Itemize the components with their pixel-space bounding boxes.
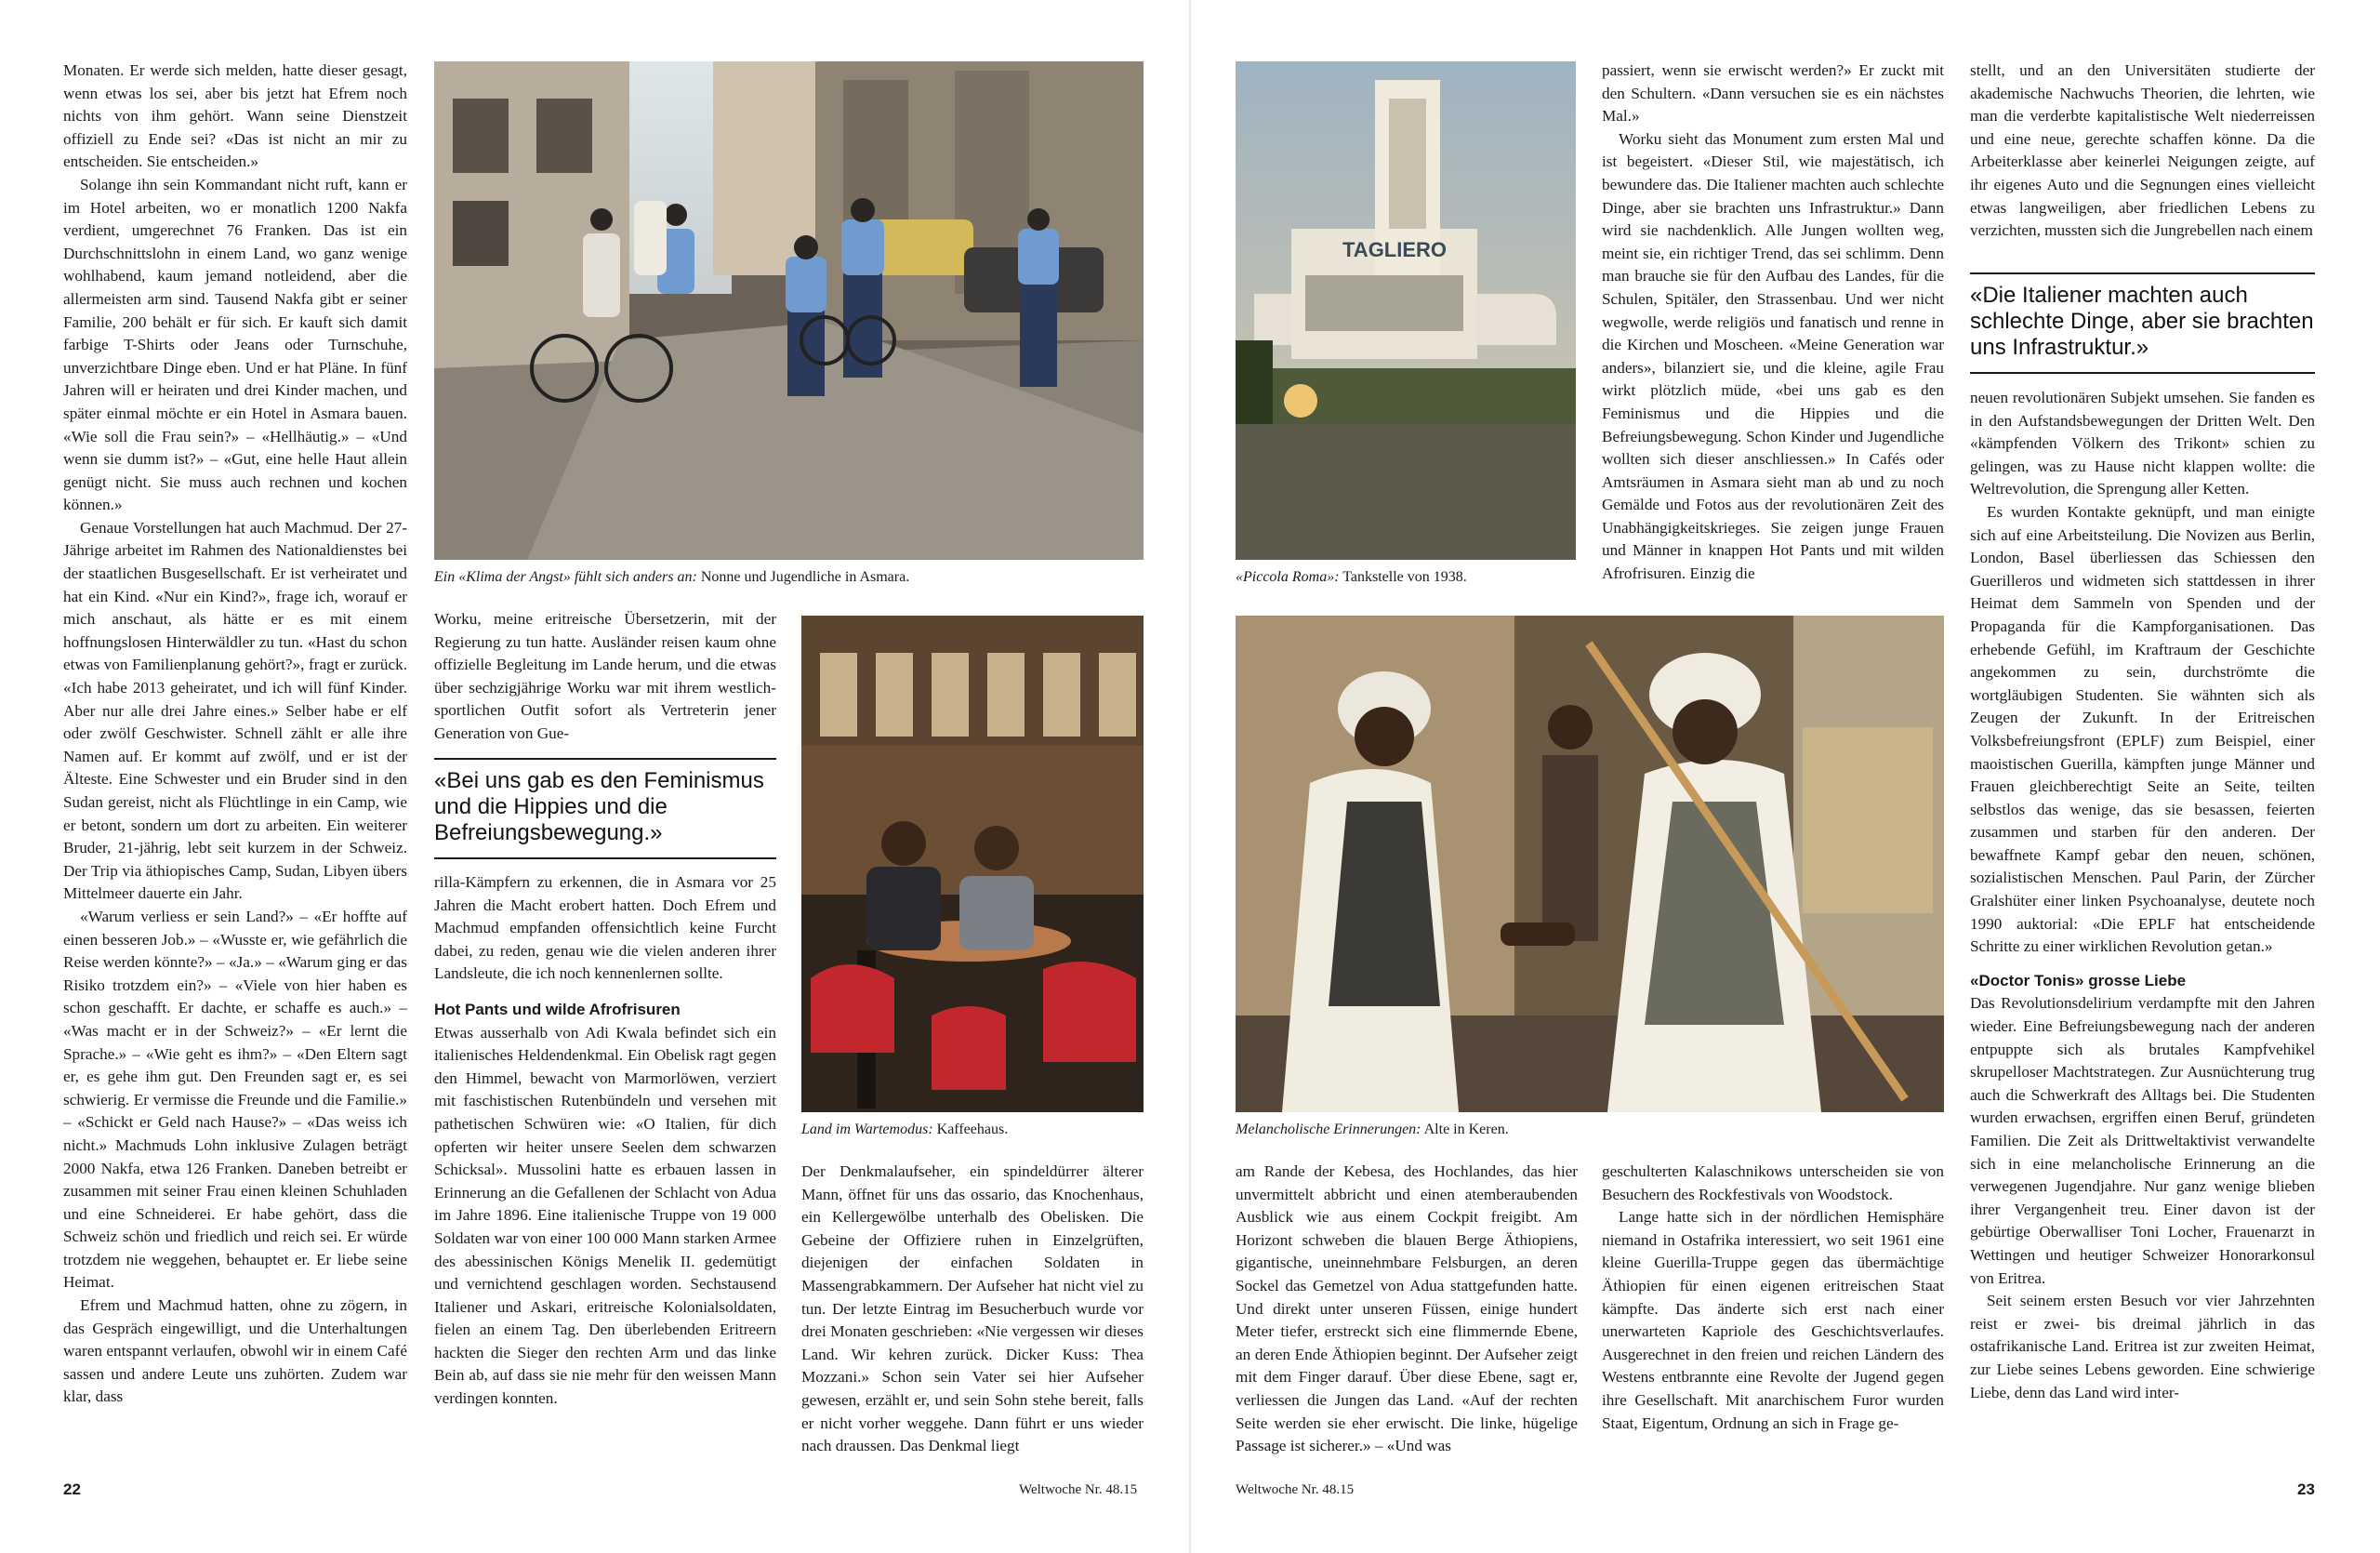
caption-lead: Melancholische Erinnerungen: (1236, 1122, 1421, 1137)
left-col-1 (63, 60, 407, 1409)
photo-tagliero-caption (1236, 568, 1576, 587)
pullquote: «Bei uns gab es den Feminismus und die Hippies und die Befreiungsbewegung.» (434, 768, 764, 845)
photo-asmara-caption (434, 568, 1144, 587)
paragraph: Lange hatte sich in der nördlichen Hemisphäre niemand in Ostafrika interessiert, wo seit 1961 eine kleine Guerilla-Truppe gegen das übermächtige Äthiopien für einen eigenen eritreischen Staat kämpfte. Das änderte sich erst nach einer unerwarteten Kapriole des Geschichtsverlaufes. Ausgerechnet in den freien und reichen Ländern des Westens entbrannte eine Revolte der Jugend gegen ihre Gesellschaft. Mit anarchischem Furor wurden Staat, Eigentum, Ordnung an sich in Frage ge- (1602, 1208, 1944, 1432)
paragraph: «Warum verliess er sein Land?» – «Er hoffte auf einen besseren Job.» – «Wusste er, wie gefährlich die Reise werden könnte?» – «Ja.» – «Warum ging er das Risiko trotzdem ein?» – «Viele von hier haben es schon geschafft. Er dachte, er schaffe es auch.» – «Was macht er in der Schweiz?» – «Er lernt die Sprache.» – «Wie geht es ihm?» – «Den Eltern sagt er, es gehe ihm gut. Den Freunden sagt er, es sei schwierig. Er vermisse die Freunde und die Familie.» – «Schickt er Geld nach Hause?» – «Das weiss ich nicht.» Machmuds Lohn inklusive Zulagen beträgt 2000 Nakfa, etwa 126 Franken. Daneben betreibt er zusammen mit seiner Frau einen kleinen Schuhladen und eine Schneiderei. Er habe gehört, dass die Schweiz schön und friedlich und reich sei. Er würde trotzdem nie weggehen, behauptet er. Er liebe seine Heimat. (63, 907, 407, 1292)
caption-lead: Ein «Klima der Angst» fühlt sich anders an: (434, 569, 697, 585)
subhead: Hot Pants und wilde Afrofrisuren (434, 1000, 681, 1018)
subhead-2: «Doctor Tonis» grosse Liebe (1970, 971, 2187, 989)
right-col-3-mid (1970, 387, 2315, 1404)
pullquote2-rule-top (1970, 272, 2315, 274)
pullquote-rule-bottom (434, 857, 776, 859)
pullquote2-rule-bottom (1970, 372, 2315, 374)
caption-lead: Land im Wartemodus: (801, 1122, 933, 1137)
tagliero-illustration (1236, 61, 1576, 560)
paragraph: passiert, wenn sie erwischt werden?» Er zuckt mit den Schultern. «Dann versuchen sie es ein nächstes Mal.» (1602, 61, 1944, 126)
paragraph: Es wurden Kontakte geknüpft, und man einigte sich auf eine Arbeitsteilung. Die Novizen aus Berlin, London, Basel überliessen das Schiessen den Guerilleros und widmeten sich stattdessen in ihrer Heimat dem Sammeln von Spenden und der Propaganda für die Kampforganisationen. Das erhebende Gefühl, im Kraftraum der Geschichte angekommen zu sein, durchströmte die wortgläubigen Studenten. Sie wähnten sich als Zeugen der Zukunft. In der Eritreischen Volksbefreiungsfront (EPLF) zum Beispiel, einer maoistischen Guerilla, kämpften junge Männer und Frauen gleichberechtigt Seite an Seite, teilten selbstlos das wenige, das sie besassen, feierten zusammen und starben für den anderen. Der bewaffnete Kampf gebar den neuen, schönen, sozialistischen Menschen. Paul Parin, der Zürcher Gralshüter einer linken Psychoanalyse, deutete noch 1990 auktorial: «Die EPLF hat entscheidende Schritte zu einer wirklichen Revolution getan.» (1970, 502, 2315, 956)
footer-right: Weltwoche Nr. 48.15 (1236, 1482, 1355, 1497)
paragraph: rilla-Kämpfern zu erkennen, die in Asmara vor 25 Jahren die Macht erobert hatten. Doch Efrem und Machmud empfanden offensichtlich keine Furcht dabei, zu reden, genau wie die vielen anderen ihrer Landsleute, die ich noch kennenlernen sollte. (434, 873, 776, 983)
left-col-2-top (434, 608, 776, 746)
paragraph: Worku sieht das Monument zum ersten Mal und ist begeistert. «Dieser Stil, wie majestätisch, ich bewundere das. Die Italiener machten auch schlechte Dinge, aber sie brachten uns Infrastruktur.» Dann wird sie nachdenklich. Alle Jungen wollten weg, meint sie, ein richtiger Trend, das sei schlimm. Denn man brauche sie für den Aufbau des Landes, für die Schulen, Spitäler, den Strassenbau. Und wer nicht wegwolle, werde religiös und fanatisch und renne in die Kirchen und Moscheen. «Meine Generation war anders», bilanziert sie, und die kleine, agile Frau wirkt plötzlich müde, «bei uns gab es den Feminismus und die Hippies und die Befreiungsbewegung. Schon Kinder und Jugendliche wollten sich dieser anschliessen.» In Cafés oder Amtsräumen in Asmara sieht man ab und zu noch Gemälde und Fotos aus der revolutionären Zeit des Unabhängigkeitskrieges. Sie zeigen junge Frauen und Männer in knappen Hot Pants und mit wilden Afrofrisuren. Einzig die (1602, 129, 1944, 583)
right-col-1-bottom (1236, 1161, 1578, 1458)
caption-text: Alte in Keren. (1421, 1122, 1509, 1137)
paragraph: stellt, und an den Universitäten studierte der akademische Nachwuchs Theorien, die lehrten, wie man die verderbte kapitalistische Welt niederreissen und eine neue, gerechte schaffen könne. Da die Arbeiterklasse aber keinerlei Neigungen zeigte, auf ihr eigenes Auto und die Segnungen eines vielleicht etwas langweiligen, aber friedlichen Lebens zu verzichten, mussten sich die Jungrebellen nach einem (1970, 61, 2315, 240)
paragraph: Seit seinem ersten Besuch vor vier Jahrzehnten reist er zwei- bis dreimal jährlich in das ostafrikanische Land. Eritrea ist zur zweiten Heimat, zur Liebe seines Lebens geworden. Eine schwierige Liebe, denn das Land wird inter- (1970, 1292, 2315, 1401)
paragraph: geschulterten Kalaschnikows unterscheiden sie von Besuchern des Rockfestivals von Woodstock. (1602, 1162, 1944, 1203)
coffeehouse-illustration (801, 616, 1144, 1112)
caption-text: Nonne und Jugendliche in Asmara. (696, 569, 910, 585)
photo-keren-caption (1236, 1121, 1944, 1139)
paragraph: neuen revolutionären Subjekt umsehen. Sie fanden es in den Aufstandsbewegungen der Dritten Welt. Den «kämpfenden Völkern des Trikont» schien zu gelingen, was zu Hause nicht klappen wollte: die Weltrevolution, die Sprengung aller Ketten. (1970, 389, 2315, 498)
paragraph: Worku, meine eritreische Übersetzerin, mit der Regierung zu tun hatte. Ausländer reisen kaum ohne offizielle Begleitung im Lande herum, und die etwas über sechzigjährige Worku war mit ihrem westlich-sportlichen Outfit sofort als Vertreterin jener Generation von Gue- (434, 610, 776, 742)
pullquote-2: «Die Italiener machten auch schlechte Dinge, aber sie brachten uns Infrastruktur.» (1970, 283, 2314, 360)
left-col-2-bottom (434, 871, 776, 1411)
page-number-left: 22 (63, 1480, 81, 1498)
paragraph: am Rande der Kebesa, des Hochlandes, das hier unvermittelt abbricht und einen atemberaubenden Ausblick wie aus einem Cockpit freigibt. Am Horizont schweben die blauen Berge Äthiopiens, gigantische, uneinnehmbare Felsburgen, an deren Sockel das Gemetzel von Adua stattgefunden hatte. Und direkt unter unseren Füssen, einige hundert Meter tiefer, erstreckt sich eine flimmernde Ebene, an deren Ende Äthiopien beginnt. Der Aufseher zeigt mit dem Finger darauf. Über diese Ebene, sagt er, verliessen die Jungen das Land. «Auf der rechten Seite werden sie eher erwischt. Die linke, hügelige Passage ist sicherer.» – «Und was (1236, 1162, 1578, 1455)
caption-lead: «Piccola Roma»: (1236, 569, 1340, 585)
keren-elders-illustration (1236, 616, 1944, 1112)
paragraph: Etwas ausserhalb von Adi Kwala befindet sich ein italienisches Heldendenkmal. Ein Obelisk ragt gegen den Himmel, bewacht von Marmorlöwen, verziert mit faschistischen Rutenbündeln und versehen mit pathetischen Schwüren wie: «O Italien, für dich opferten wir heiter unsere Seelen dem schwarzen Schicksal». Mussolini hatte es erbauen lassen in Erinnerung an die Gefallenen der Schlacht von Adua im Jahre 1896. Eine italienische Truppe von 19 000 Soldaten war von einer 100 000 Mann starken Armee des abessinischen Königs Menelik II. gedemütigt und vernichtend geschlagen worden. Sechstausend Italiener und Askari, eritreische Kolonialsoldaten, fielen an einem Tag. Den überlebenden Eritreern hackten die Sieger den rechten Arm und das linke Bein ab, auf dass sie nie mehr für den weissen Mann verdingen konnten. (434, 1023, 776, 1408)
paragraph: Solange ihn sein Kommandant nicht ruft, kann er im Hotel arbeiten, wo er monatlich 1200 Nakfa verdient, umgerechnet 76 Franken. Das ist ein Durchschnittslohn in einem Land, wo ganz wenige wohlhabend, kaum jemand notleidend, aber die allermeisten arm sind. Tausend Nakfa gibt er seiner Familie, 200 behält er für sich. Er kauft sich damit farbige T-Shirts oder Jeans oder Turnschuhe, unverzichtbare Dinge eben. Und er hat Pläne. In fünf Jahren will er heiraten und drei Kinder machen, und später einmal möchte er ein Hotel in Asmara bauen. «Wie soll die Frau sein?» – «Hellhäutig.» – «Und wenn sie dumm ist?» – «Gut, eine helle Haut allein genügt nicht. Sie muss auch rechnen und kochen können.» (63, 175, 407, 514)
photo-asmara-street (434, 61, 1144, 560)
left-col-3 (801, 1161, 1144, 1458)
paragraph: Monaten. Er werde sich melden, hatte dieser gesagt, wenn etwas los sei, aber bis jetzt hat Efrem noch nichts von ihm gehört. Wann seine Dienstzeit offiziell zu Ende sei? «Das ist nicht an mir zu entscheiden. Sie entscheiden.» (63, 61, 407, 171)
page-number-right: 23 (2297, 1480, 2315, 1498)
caption-text: Tankstelle von 1938. (1339, 569, 1467, 585)
photo-fiat-tagliero (1236, 61, 1576, 560)
pullquote-rule-top (434, 758, 776, 760)
right-page (1191, 0, 2380, 1553)
paragraph: Das Revolutionsdelirium verdampfte mit den Jahren wieder. Eine Befreiungsbewegung nach der anderen entpuppte sich als brutales Kampfvehikel skrupelloser Machtstrategen. Zur Ausnüchterung trug auch die Schwerkraft des Alltags bei. Die Studenten wurden erwachsen, ergriffen einen Beruf, gründeten Familien. Die Zeit als Drittweltaktivist verwandelte sich in eine melancholische Erinnerung an die verwegenen Jugendjahre. Nur ganz wenige blieben ihrer Vergangenheit treu. Einer davon ist der gebürtige Oberwalliser Toni Locher, Frauenarzt in Wettingen und heutiger Schweizer Honorarkonsul von Eritrea. (1970, 994, 2315, 1287)
paragraph: Der Denkmalaufseher, ein spindeldürrer älterer Mann, öffnet für uns das ossario, das Knochenhaus, ein Kellergewölbe unterhalb des Obelisken. Die Gebeine der Offiziere ruhen in Einzelgrüften, diejenigen der einfachen Soldaten in Massengrabkammern. Der Aufseher hat nicht viel zu tun. Der letzte Eintrag im Besucherbuch wurde vor drei Monaten geschrieben: «Nie vergessen wir dieses Land. Wir kehren zurück. Dicker Kuss: Thea Mozzani.» Schon sein Vater sei hier Aufseher gewesen, erzählt er, und sein Sohn stehe bereit, falls er nicht vorher weggehe. Dann führt er uns wieder nach draussen. Das Denkmal liegt (801, 1162, 1144, 1455)
tagliero-sign: TAGLIERO (1342, 238, 1448, 261)
footer-left: Weltwoche Nr. 48.15 (1019, 1482, 1138, 1497)
right-col-3-top (1970, 60, 2315, 243)
photo-keren-elders (1236, 616, 1944, 1112)
paragraph: Efrem und Machmud hatten, ohne zu zögern, in das Gespräch eingewilligt, und die Unterhaltungen waren entspannt verlaufen, obwohl wir in einem Café sassen und andere Leute uns zuhörten. Zudem war klar, dass (63, 1296, 407, 1406)
photo-coffeehouse (801, 616, 1144, 1112)
paragraph: Genaue Vorstellungen hat auch Machmud. Der 27-Jährige arbeitet im Rahmen des Nationaldienstes bei der staatlichen Busgesellschaft. Er ist verheiratet und hat ein Kind. «Nur ein Kind?», frage ich, worauf er mich anschaut, als hätte er es mit einem hoffnungslosen Hinterwäldler zu tun. «Hast du schon etwas von Familienplanung gehört?», fragt er zurück. «Ich habe 2013 geheiratet, und ich will fünf Kinder. Aber nur alle drei Jahre eines.» Selber habe er elf oder zwölf Geschwister. Schnell zählt er alle ihre Namen auf. Er kommt auf zwölf, und er ist der Älteste. Eine Schwester und ein Bruder sind in den Sudan gereist, nicht als Flüchtlinge in ein Camp, wie er betont, sondern um dort zu arbeiten. Ein weiterer Bruder, 21-jährig, lebt seit kurzem in der Schweiz. Der Trip via äthiopisches Camp, Sudan, Libyen übers Mittelmeer dauerte ein Jahr. (63, 518, 407, 903)
right-col-2-bottom (1602, 1161, 1944, 1435)
street-scene-illustration (434, 61, 1144, 560)
caption-text: Kaffeehaus. (932, 1122, 1009, 1137)
right-col-2-top (1602, 60, 1944, 586)
photo-coffeehouse-caption (801, 1121, 1144, 1139)
left-page (0, 0, 1189, 1553)
